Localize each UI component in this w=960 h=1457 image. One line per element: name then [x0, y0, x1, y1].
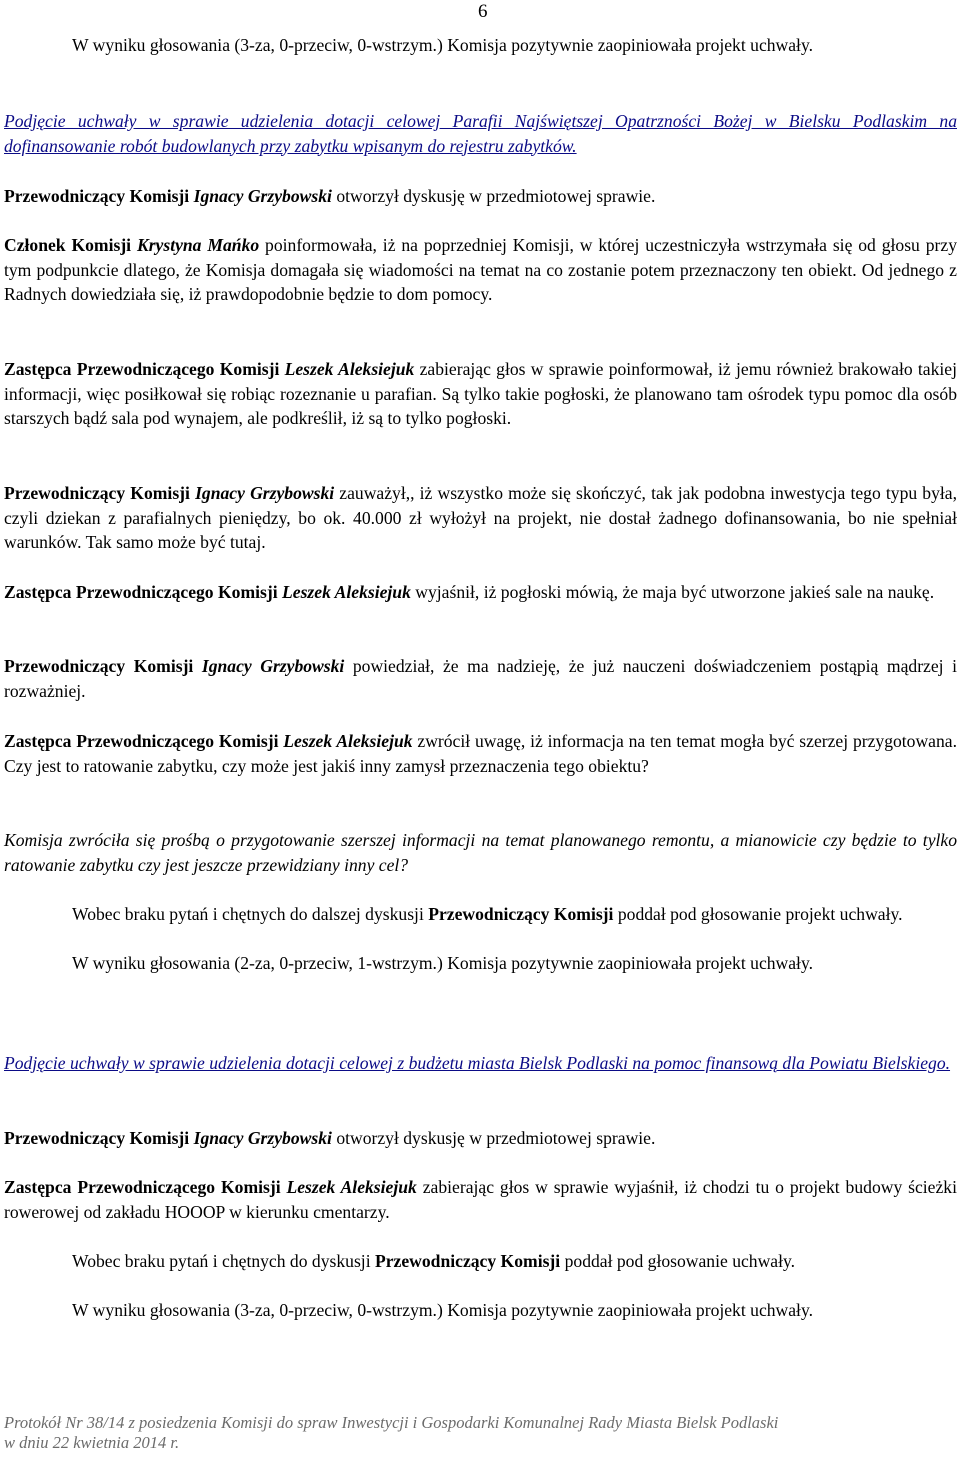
statement-text: zauważył,, iż wszystko może się skończyć, tak jak podobna inwestycja tego typu była, czyli dziekan z parafialnych pieniędzy, bo ok. 40.000 zł wyłożył na projekt, nie dostał żadnego dofinansowania, bo nie spełniał warunków. Tak samo może być tutaj. — [4, 483, 958, 552]
speaker-role: Przewodniczący Komisji — [375, 1251, 561, 1271]
statement-text: zabierając głos w sprawie wyjaśnił, iż chodzi tu o projekt budowy ścieżki rowerowej od zakładu HOOOP w kierunku cmentarzy. — [4, 1177, 957, 1222]
statement-text: wyjaśnił, iż pogłoski mówią, że maja być utworzone jakieś sale na naukę. — [415, 582, 935, 602]
statement-paragraph — [4, 184, 957, 209]
speaker-name: Krystyna Mańko — [136, 235, 260, 255]
statement-paragraph — [4, 1175, 957, 1224]
speaker-role: Przewodniczący Komisji — [428, 904, 614, 924]
speaker-role: Zastępca Przewodniczącego Komisji — [4, 1177, 281, 1197]
speaker-name: Leszek Aleksiejuk — [283, 731, 413, 751]
statement-text: zabierając głos w sprawie poinformował, iż jemu również brakowało takiej informacji, więc posiłkował się robiąc rozeznanie u parafian. Są tylko takie pogłoski, że planowano tam ośrodek typu pomoc dla osób starszych bądź sala pod wynajem, ale podkreślił, iż są to tylko pogłoski. — [4, 359, 957, 428]
statement-paragraph — [4, 580, 957, 605]
speaker-name: Leszek Aleksiejuk — [284, 359, 415, 379]
speaker-name: Ignacy Grzybowski — [193, 1128, 332, 1148]
voting-call — [4, 1249, 957, 1274]
footer-line-2: w dniu 22 kwietnia 2014 r. — [4, 1433, 180, 1452]
speaker-role: Przewodniczący Komisji — [4, 1128, 190, 1148]
voting-call — [4, 902, 957, 927]
statement-paragraph — [4, 1126, 957, 1151]
speaker-role: Zastępca Przewodniczącego Komisji — [4, 731, 279, 751]
speaker-role: Przewodniczący Komisji — [4, 656, 194, 676]
statement-text: powiedział, że ma nadzieję, że już nauczeni doświadczeniem postąpią mądrzej i rozważniej. — [4, 656, 957, 701]
speaker-role: Zastępca Przewodniczącego Komisji — [4, 359, 280, 379]
document-footer — [4, 1413, 957, 1453]
statement-paragraph — [4, 233, 957, 307]
speaker-name: Ignacy Grzybowski — [193, 186, 332, 206]
statement-text: otworzył dyskusję w przedmiotowej sprawie. — [336, 186, 656, 206]
statement-paragraph — [4, 481, 957, 555]
voting-result: W wyniku głosowania (2-za, 0-przeciw, 1-wstrzym.) Komisja pozytywnie zaopiniowała projekt uchwały. — [72, 953, 813, 973]
speaker-name: Ignacy Grzybowski — [201, 656, 345, 676]
statement-text: otworzył dyskusję w przedmiotowej sprawie. — [336, 1128, 656, 1148]
voting-result: W wyniku głosowania (3-za, 0-przeciw, 0-wstrzym.) Komisja pozytywnie zaopiniowała projekt uchwały. — [72, 35, 813, 55]
voting-call-post: poddał pod głosowanie projekt uchwały. — [617, 904, 903, 924]
speaker-role: Przewodniczący Komisji — [4, 483, 190, 503]
footer-line-1: Protokół Nr 38/14 z posiedzenia Komisji do spraw Inwestycji i Gospodarki Komunalnej Rady Miasta Bielsk Podlaski — [4, 1413, 779, 1432]
speaker-role: Członek Komisji — [4, 235, 132, 255]
speaker-role: Zastępca Przewodniczącego Komisji — [4, 582, 278, 602]
voting-call-pre: Wobec braku pytań i chętnych do dalszej dyskusji — [72, 904, 424, 924]
voting-result: W wyniku głosowania (3-za, 0-przeciw, 0-wstrzym.) Komisja pozytywnie zaopiniowała projekt uchwały. — [72, 1300, 813, 1320]
speaker-role: Przewodniczący Komisji — [4, 186, 190, 206]
speaker-name: Leszek Aleksiejuk — [286, 1177, 417, 1197]
agenda-item-title: Podjęcie uchwały w sprawie udzielenia dotacji celowej Parafii Najświętszej Opatrzności Bożej w Bielsku Podlaskim na dofinansowanie robót budowlanych przy zabytku wpisanym do rejestru zabytków. — [4, 111, 957, 156]
statement-paragraph — [4, 357, 957, 431]
statement-paragraph — [4, 729, 957, 778]
speaker-name: Ignacy Grzybowski — [195, 483, 335, 503]
voting-call-pre: Wobec braku pytań i chętnych do dyskusji — [72, 1251, 371, 1271]
speaker-name: Leszek Aleksiejuk — [282, 582, 411, 602]
statement-text: zwrócił uwagę, iż informacja na ten temat mogła być szerzej przygotowana. Czy jest to ratowanie zabytku, czy może jest jakiś inny zamysł przeznaczenia tego obiektu? — [4, 731, 957, 776]
statement-text: poinformowała, iż na poprzedniej Komisji, w której uczestniczyła wstrzymała się od głosu przy tym podpunkcie dlatego, że Komisja domagała się wiadomości na temat na co zostanie potem przeznaczony ten obiekt. Od jednego z Radnych dowiedziała się, iż prawdopodobnie będzie to dom pomocy. — [4, 235, 957, 304]
voting-call-post: poddał pod głosowanie uchwały. — [564, 1251, 796, 1271]
statement-paragraph — [4, 654, 957, 703]
page-number: 6 — [478, 1, 488, 22]
agenda-item-title: Podjęcie uchwały w sprawie udzielenia dotacji celowej z budżetu miasta Bielsk Podlaski na pomoc finansową dla Powiatu Bielskiego. — [4, 1053, 951, 1073]
committee-request: Komisja zwróciła się prośbą o przygotowanie szerszej informacji na temat planowanego remontu, a mianowicie czy będzie to tylko ratowanie zabytku czy jest jeszcze przewidziany inny cel? — [4, 830, 957, 875]
